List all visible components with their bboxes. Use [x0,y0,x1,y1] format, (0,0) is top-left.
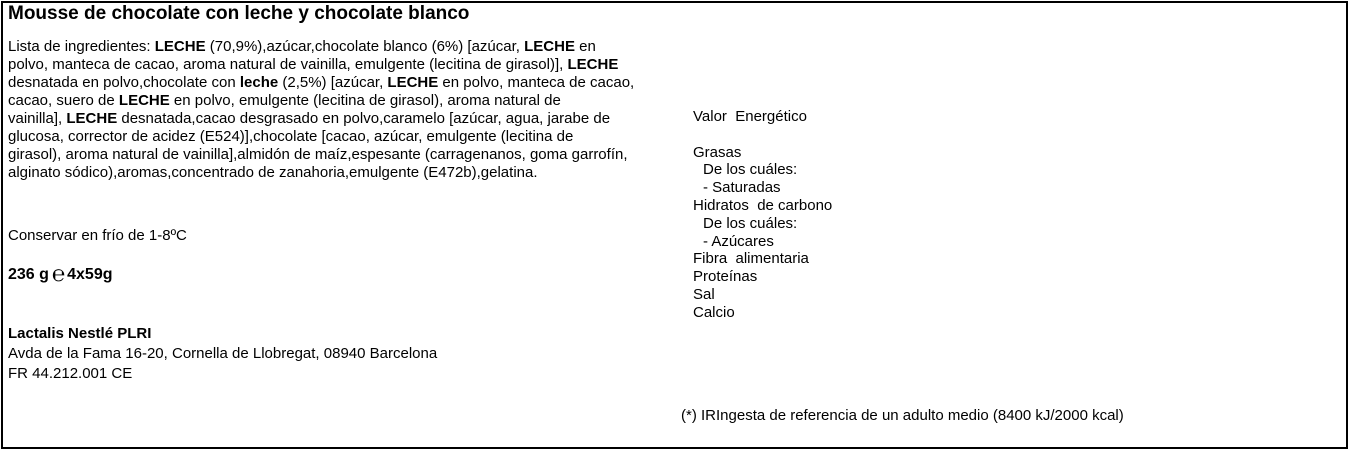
company-name: Lactalis Nestlé PLRI [8,325,152,342]
ingredient-text: desnatada,cacao desgrasado en polvo,caramelo [azúcar, agua, jarabe de [117,110,611,127]
nutrition-row-label: Calcio [693,304,735,321]
ingredient-text: (70,9%),azúcar,chocolate blanco (6%) [azúcar, [205,38,525,55]
nutrition-row-label: Sal [693,286,715,303]
units-count: 4x59g [67,266,113,283]
ingredients-line [8,110,658,128]
allergen-text: LECHE [66,110,118,127]
nutrition-row-label: Fibra alimentaria [693,250,809,267]
ingredient-text: cacao, suero de [8,92,119,109]
nutrition-row-label: Proteínas [693,268,758,285]
company-address: Avda de la Fama 16-20, Cornella de Llobregat, 08940 Barcelona [8,345,438,362]
nutrition-row-label: De los cuáles: [703,215,798,232]
ingredients-line [8,128,658,146]
allergen-text: LECHE [387,74,439,91]
ingredient-text: girasol), aroma natural de vainilla],almidón de maíz,espesante (carragenanos, goma garrofín, [8,146,628,163]
ingredient-text: (2,5%) [azúcar, [278,74,388,91]
storage-instructions: Conservar en frío de 1-8ºC [8,227,187,244]
ingredient-text: en polvo, emulgente (lecitina de girasol), aroma natural de [169,92,561,109]
net-weight [8,261,113,286]
ingredients-list [8,38,658,182]
estimate-sign-icon: ℮ [51,261,66,286]
ingredient-text: polvo, manteca de cacao, aroma natural de vainilla, emulgente (lecitina de girasol)], [8,56,568,73]
allergen-text: LECHE [118,92,170,109]
net-weight-value: 236 g [8,266,49,283]
ingredients-line [8,74,658,92]
ingredient-text: en [574,38,596,55]
ingredients-line [8,56,658,74]
ingredient-text: glucosa, corrector de acidez (E524)],chocolate [cacao, azúcar, emulgente (lecitina de [8,128,574,145]
ingredient-text: en polvo, manteca de cacao, [438,74,635,91]
ingredients-line [8,146,658,164]
allergen-text: leche [239,74,279,91]
ingredients-line [8,92,658,110]
ingredients-line [8,164,658,182]
product-title: Mousse de chocolate con leche y chocolate blanco [8,3,470,24]
nutrition-row-label: Grasas [693,144,742,161]
ingredient-text: Lista de ingredientes: [8,38,155,55]
ingredient-text: alginato sódico),aromas,concentrado de zanahoria,emulgente (E472b),gelatina. [8,164,538,181]
ingredients-line [8,38,658,56]
allergen-text: LECHE [567,56,619,73]
nutrition-footnote: (*) IRIngesta de referencia de un adulto medio (8400 kJ/2000 kcal) [681,407,1124,424]
allergen-text: LECHE [524,38,575,55]
nutrition-row-label: Hidratos de carbono [693,197,833,214]
nutrition-row-label: De los cuáles: [703,161,798,178]
company-registry: FR 44.212.001 CE [8,365,133,382]
ingredient-text: desnatada en polvo,chocolate con [8,74,240,91]
nutrition-row-label: Valor Energético [693,108,807,125]
nutrition-row-label: - Saturadas [703,179,781,196]
allergen-text: LECHE [154,38,206,55]
company-info [8,324,437,384]
nutrition-row-label: - Azúcares [703,233,774,250]
ingredient-text: vainilla], [8,110,67,127]
